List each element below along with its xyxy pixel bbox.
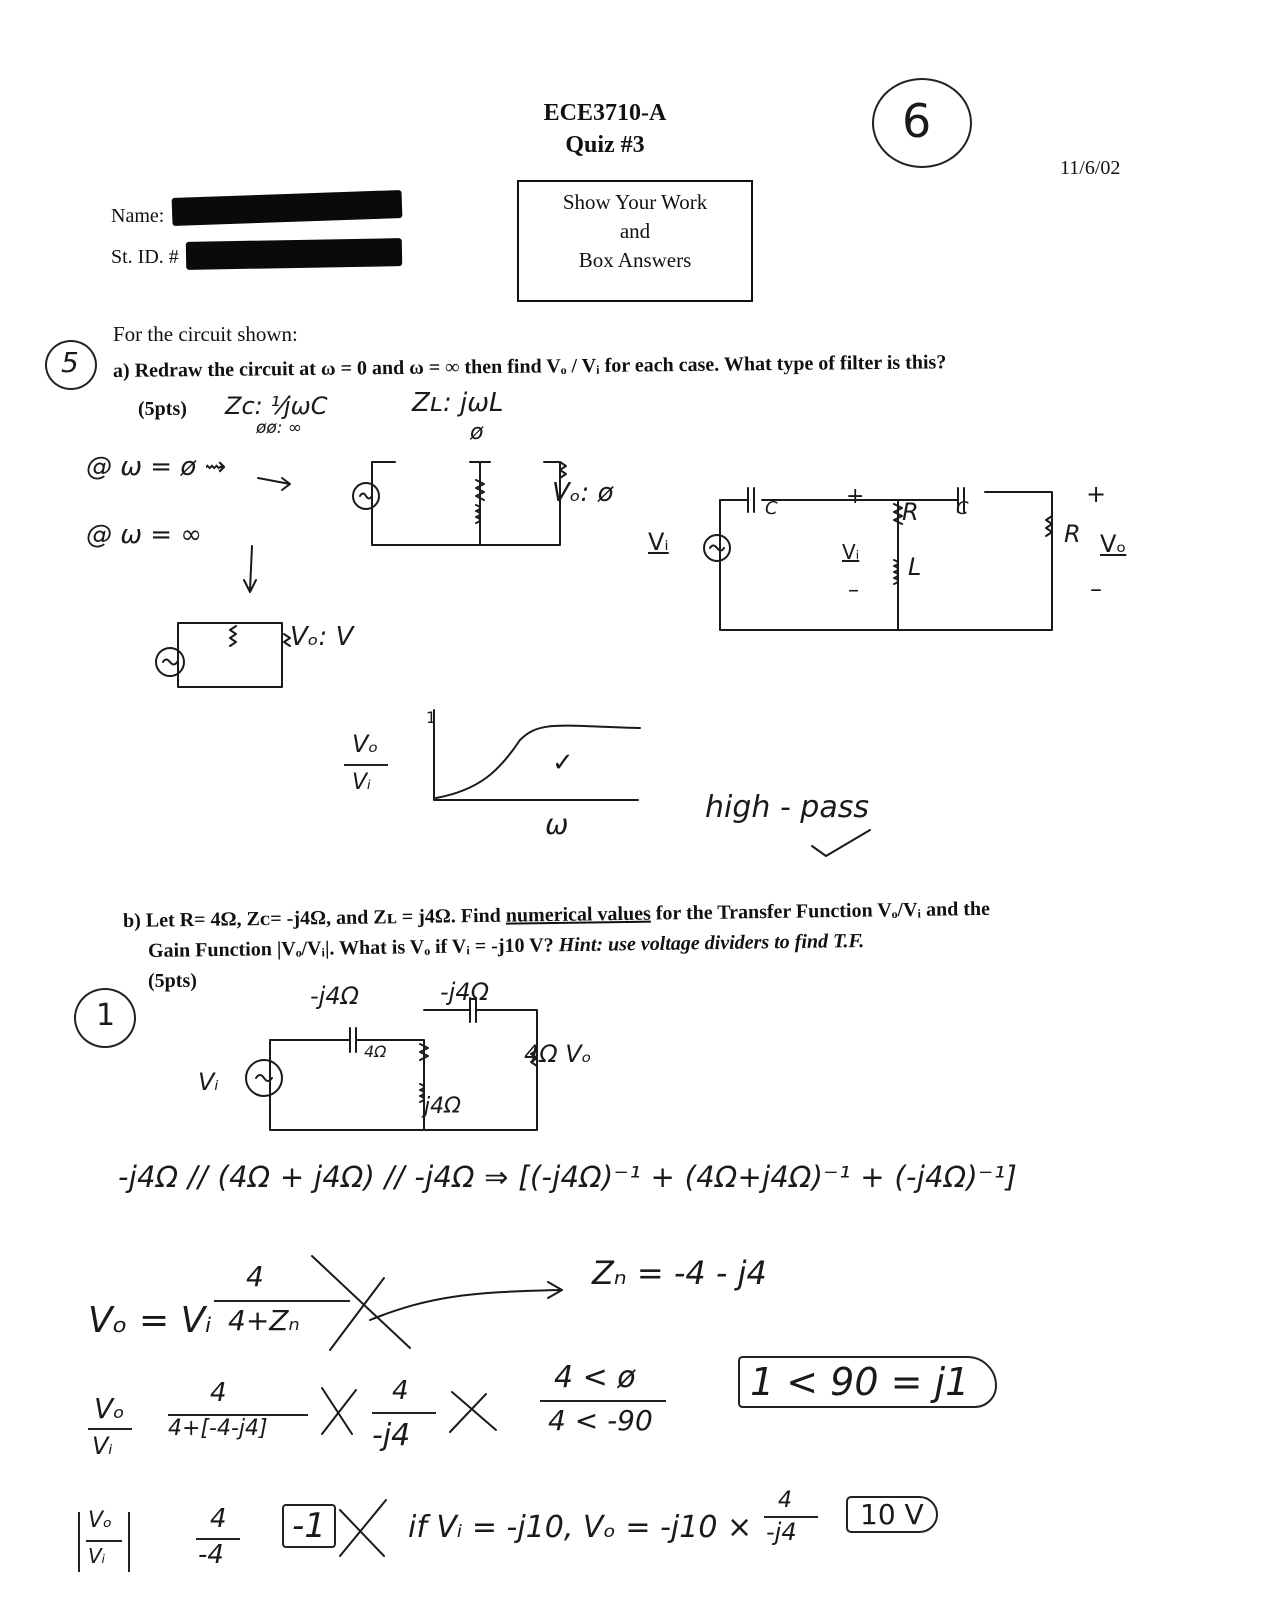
tf-f2-num: 4 <box>392 1376 409 1406</box>
circuit-w0 <box>353 462 566 545</box>
main-r1: R <box>902 498 919 526</box>
tf-f1-den: 4+[-4-j4] <box>168 1416 268 1441</box>
part-a-question: a) Redraw the circuit at ω = 0 and ω = ∞ then find Vₒ / Vᵢ for each case. What type of filter is this? <box>112 351 947 382</box>
tf-f3-num: 4 < ø <box>554 1360 636 1395</box>
part-b-q1-start: b) Let R= 4Ω, Zᴄ= -j4Ω, and Zʟ = j4Ω. Find <box>122 904 501 932</box>
tf-answer: 1 < 90 = j1 <box>738 1356 997 1408</box>
strike-tf-1 <box>322 1388 356 1434</box>
main-plus-1: + <box>846 484 865 509</box>
arrow-down <box>244 546 256 592</box>
part-b-score: 1 <box>96 998 116 1033</box>
strike-gain <box>340 1500 386 1556</box>
zn-result: Zₙ = -4 - j4 <box>592 1254 767 1292</box>
zc-sub-note: øø: ∞ <box>256 418 303 438</box>
graph-check: ✓ <box>552 748 574 778</box>
gain-lhs-num: Vₒ <box>88 1508 113 1533</box>
tf-f3-den: 4 < -90 <box>548 1404 653 1437</box>
quiz-date: 11/6/02 <box>1060 157 1121 179</box>
vinf-note: Vₒ: V <box>290 622 354 652</box>
instructions-line-1: Show Your Work <box>562 190 708 214</box>
gain-lhs-den: Vᵢ <box>88 1544 106 1568</box>
main-l1: L <box>908 553 922 581</box>
quiz-title: Quiz #3 <box>565 132 645 158</box>
main-c2: C <box>956 498 969 519</box>
tf-lhs-den: Vᵢ <box>92 1432 113 1460</box>
main-circuit <box>704 488 1052 630</box>
tf-f2-den: -j4 <box>372 1418 411 1453</box>
part-a-points: (5pts) <box>138 398 187 420</box>
part-b-hint: Hint: use voltage dividers to find T.F. <box>558 930 865 957</box>
arrow-right <box>258 478 290 490</box>
course-title: ECE3710-A <box>543 100 667 126</box>
vo-if-text: if Vᵢ = -j10, Vₒ = -j10 × <box>408 1510 753 1545</box>
vo-divider-num: 4 <box>246 1260 264 1293</box>
total-score: 6 <box>902 94 932 148</box>
tf-lhs-num: Vₒ <box>94 1392 125 1425</box>
part-b-q2-text: Gain Function |Vₒ/Vᵢ|. What is Vₒ if Vᵢ = -j10 V? <box>147 934 554 962</box>
instructions-line-3: Box Answers <box>578 248 692 272</box>
vo-if-num: 4 <box>778 1488 792 1513</box>
main-vi-node: Vᵢ <box>842 540 860 564</box>
part-b-points: (5pts) <box>148 970 197 992</box>
b-cap2-label: -j4Ω <box>440 978 489 1006</box>
main-vo-label: Vₒ <box>1100 530 1127 558</box>
vo-divider-left: Vₒ = Vᵢ <box>88 1300 212 1341</box>
graph-y-den: Vᵢ <box>352 770 371 795</box>
tf-f1-num: 4 <box>210 1378 227 1408</box>
main-vi-label: Vᵢ <box>648 528 669 556</box>
b-cap1-label: -j4Ω <box>310 982 359 1010</box>
vo-answer: 10 V <box>846 1496 938 1533</box>
b-vi-label: Vᵢ <box>198 1068 219 1096</box>
zc-note: Zᴄ: ¹⁄jωC <box>225 392 328 420</box>
name-label: Name: <box>111 205 165 227</box>
circuit-winf <box>156 623 290 687</box>
graph-one-label: 1 <box>426 708 437 727</box>
main-c1: C <box>765 498 778 519</box>
arrow-zn <box>370 1282 562 1320</box>
parallel-work: -j4Ω // (4Ω + j4Ω) // -j4Ω ⇒ [(-j4Ω)⁻¹ + (4Ω+j4Ω)⁻¹ + (-j4Ω)⁻¹] <box>118 1160 1018 1194</box>
part-a-score: 5 <box>61 346 79 379</box>
part-b-q1-end: for the Transfer Function Vₒ/Vᵢ and the <box>655 897 991 925</box>
id-label: St. ID. # <box>111 246 179 268</box>
gain-num: 4 <box>210 1504 227 1534</box>
vo0-note: Vₒ: ø <box>552 478 614 508</box>
main-r2: R <box>1064 520 1081 548</box>
circuit-b <box>246 998 537 1130</box>
vo-if-den: -j4 <box>766 1518 797 1546</box>
zl-sub-note: ø <box>470 420 484 445</box>
check-high-pass <box>812 830 870 856</box>
intro-text: For the circuit shown: <box>113 322 298 346</box>
strike-tf-2 <box>450 1392 496 1432</box>
main-plus-2: + <box>1086 480 1107 508</box>
gain-answer: -1 <box>282 1504 336 1548</box>
graph-x-label: ω <box>545 808 569 841</box>
main-minus-2: – <box>1090 575 1102 603</box>
graph-y-num: Vₒ <box>352 730 379 758</box>
frequency-response-graph <box>434 710 640 800</box>
main-minus-1: – <box>848 578 859 603</box>
instructions-line-2: and <box>619 219 651 243</box>
filter-type-answer: high - pass <box>705 790 869 825</box>
part-b-q1-underlined: numerical values <box>505 902 651 927</box>
w0-note: @ ω = ø ⇝ <box>86 452 227 482</box>
b-res2-label: 4Ω Vₒ <box>524 1040 592 1068</box>
gain-den: -4 <box>198 1540 224 1570</box>
b-res1-label: 4Ω <box>364 1042 387 1061</box>
b-ind-label: j4Ω <box>424 1094 461 1119</box>
zl-note: Zʟ: jωL <box>412 388 504 418</box>
winf-note: @ ω = ∞ <box>86 520 203 550</box>
vo-divider-den: 4+Zₙ <box>228 1304 300 1337</box>
strike-vo-divider <box>312 1256 410 1350</box>
